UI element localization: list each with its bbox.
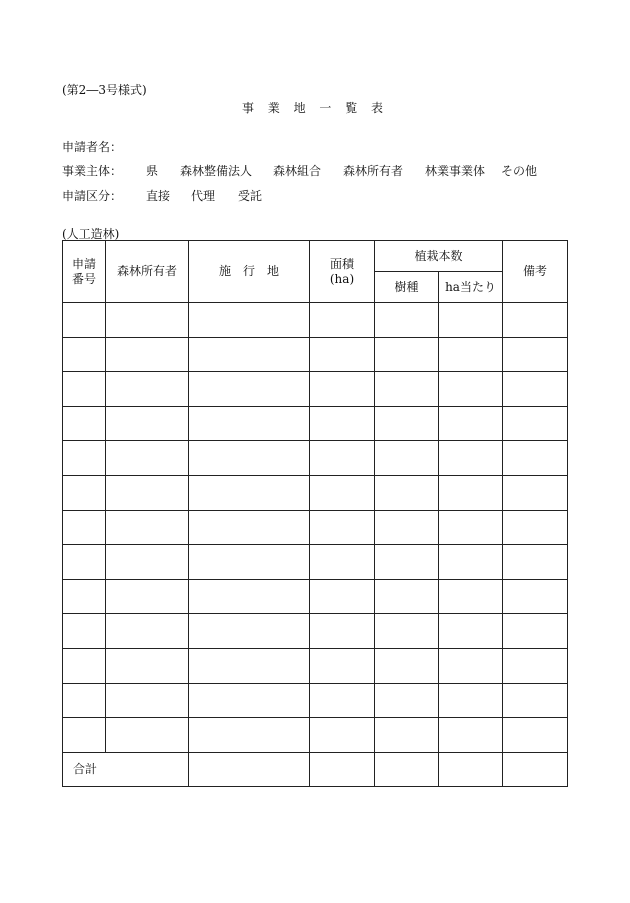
cell-per-ha[interactable] bbox=[439, 545, 503, 580]
cell-application-number[interactable] bbox=[63, 475, 106, 510]
table-row bbox=[63, 303, 568, 338]
table-row bbox=[63, 337, 568, 372]
cell-forest-owner[interactable] bbox=[106, 475, 189, 510]
cell-forest-owner[interactable] bbox=[106, 718, 189, 753]
cell-remarks[interactable] bbox=[503, 545, 568, 580]
cell-per-ha[interactable] bbox=[439, 614, 503, 649]
cell-forest-owner[interactable] bbox=[106, 510, 189, 545]
cell-location[interactable] bbox=[189, 545, 310, 580]
cell-per-ha[interactable] bbox=[439, 303, 503, 338]
cell-application-number[interactable] bbox=[63, 303, 106, 338]
cell-area[interactable] bbox=[310, 579, 375, 614]
entity-option-forestry-business: 林業事業体 bbox=[425, 164, 486, 178]
category-option-direct: 直接 bbox=[146, 189, 171, 203]
cell-per-ha[interactable] bbox=[439, 337, 503, 372]
section-label: (人工造林) bbox=[62, 227, 120, 241]
header-location: 施 行 地 bbox=[189, 241, 310, 303]
cell-application-number[interactable] bbox=[63, 718, 106, 753]
entity-option-forest-union: 森林組合 bbox=[273, 164, 322, 178]
cell-species[interactable] bbox=[375, 510, 439, 545]
header-species: 樹種 bbox=[375, 272, 439, 303]
cell-location[interactable] bbox=[189, 614, 310, 649]
cell-remarks[interactable] bbox=[503, 303, 568, 338]
cell-application-number[interactable] bbox=[63, 648, 106, 683]
cell-forest-owner[interactable] bbox=[106, 372, 189, 407]
total-species[interactable] bbox=[375, 752, 439, 786]
cell-forest-owner[interactable] bbox=[106, 303, 189, 338]
cell-remarks[interactable] bbox=[503, 406, 568, 441]
cell-remarks[interactable] bbox=[503, 579, 568, 614]
header-area bbox=[310, 241, 375, 303]
cell-species[interactable] bbox=[375, 475, 439, 510]
table-row bbox=[63, 648, 568, 683]
header-planting-count: 植栽本数 bbox=[375, 241, 503, 272]
header-area-line2: (ha) bbox=[329, 271, 355, 286]
cell-area[interactable] bbox=[310, 718, 375, 753]
header-per-ha: ha当たり bbox=[439, 272, 503, 303]
header-forest-owner: 森林所有者 bbox=[106, 241, 189, 303]
applicant-name-label: 申請者名： bbox=[62, 140, 123, 154]
cell-area[interactable] bbox=[310, 510, 375, 545]
cell-forest-owner[interactable] bbox=[106, 337, 189, 372]
cell-application-number[interactable] bbox=[63, 337, 106, 372]
cell-area[interactable] bbox=[310, 648, 375, 683]
total-remarks[interactable] bbox=[503, 752, 568, 786]
header-remarks: 備考 bbox=[503, 241, 568, 303]
entity-option-forest-owner: 森林所有者 bbox=[343, 164, 404, 178]
table-row bbox=[63, 441, 568, 476]
header-application-number-line1: 申請 bbox=[71, 256, 96, 271]
cell-remarks[interactable] bbox=[503, 683, 568, 718]
total-location[interactable] bbox=[189, 752, 310, 786]
cell-per-ha[interactable] bbox=[439, 441, 503, 476]
header-application-number-line2: 番号 bbox=[71, 271, 96, 286]
entity-option-prefecture: 県 bbox=[146, 164, 159, 178]
cell-location[interactable] bbox=[189, 510, 310, 545]
entity-option-forest-corp: 森林整備法人 bbox=[180, 164, 253, 178]
cell-species[interactable] bbox=[375, 303, 439, 338]
table-row bbox=[63, 545, 568, 580]
cell-species[interactable] bbox=[375, 372, 439, 407]
cell-area[interactable] bbox=[310, 545, 375, 580]
cell-forest-owner[interactable] bbox=[106, 441, 189, 476]
table-row bbox=[63, 510, 568, 545]
cell-location[interactable] bbox=[189, 683, 310, 718]
cell-application-number[interactable] bbox=[63, 614, 106, 649]
cell-species[interactable] bbox=[375, 406, 439, 441]
cell-species[interactable] bbox=[375, 579, 439, 614]
cell-area[interactable] bbox=[310, 614, 375, 649]
cell-location[interactable] bbox=[189, 718, 310, 753]
cell-species[interactable] bbox=[375, 545, 439, 580]
table-row bbox=[63, 579, 568, 614]
total-label-cell: 合計 bbox=[63, 752, 189, 786]
cell-location[interactable] bbox=[189, 475, 310, 510]
total-area[interactable] bbox=[310, 752, 375, 786]
cell-species[interactable] bbox=[375, 718, 439, 753]
cell-per-ha[interactable] bbox=[439, 579, 503, 614]
cell-area[interactable] bbox=[310, 683, 375, 718]
business-entity-label: 事業主体： bbox=[62, 164, 123, 178]
table-row bbox=[63, 614, 568, 649]
cell-area[interactable] bbox=[310, 441, 375, 476]
cell-species[interactable] bbox=[375, 337, 439, 372]
entity-option-other: その他 bbox=[501, 164, 538, 178]
cell-location[interactable] bbox=[189, 372, 310, 407]
cell-application-number[interactable] bbox=[63, 545, 106, 580]
cell-forest-owner[interactable] bbox=[106, 579, 189, 614]
category-option-entrusted: 受託 bbox=[238, 189, 263, 203]
cell-per-ha[interactable] bbox=[439, 406, 503, 441]
document-title: 事 業 地 一 覧 表 bbox=[241, 101, 389, 115]
cell-remarks[interactable] bbox=[503, 337, 568, 372]
cell-per-ha[interactable] bbox=[439, 683, 503, 718]
table-row bbox=[63, 406, 568, 441]
cell-location[interactable] bbox=[189, 648, 310, 683]
cell-per-ha[interactable] bbox=[439, 372, 503, 407]
cell-remarks[interactable] bbox=[503, 510, 568, 545]
category-option-proxy: 代理 bbox=[191, 189, 216, 203]
cell-forest-owner[interactable] bbox=[106, 406, 189, 441]
cell-application-number[interactable] bbox=[63, 683, 106, 718]
cell-location[interactable] bbox=[189, 441, 310, 476]
cell-area[interactable] bbox=[310, 475, 375, 510]
cell-application-number[interactable] bbox=[63, 510, 106, 545]
header-application-number bbox=[63, 241, 106, 303]
table-row bbox=[63, 718, 568, 753]
cell-forest-owner[interactable] bbox=[106, 648, 189, 683]
cell-forest-owner[interactable] bbox=[106, 614, 189, 649]
cell-remarks[interactable] bbox=[503, 441, 568, 476]
cell-application-number[interactable] bbox=[63, 579, 106, 614]
cell-remarks[interactable] bbox=[503, 648, 568, 683]
table-body bbox=[63, 303, 568, 787]
cell-forest-owner[interactable] bbox=[106, 683, 189, 718]
cell-area[interactable] bbox=[310, 303, 375, 338]
cell-forest-owner[interactable] bbox=[106, 545, 189, 580]
cell-species[interactable] bbox=[375, 648, 439, 683]
cell-species[interactable] bbox=[375, 614, 439, 649]
cell-location[interactable] bbox=[189, 337, 310, 372]
cell-location[interactable] bbox=[189, 579, 310, 614]
cell-per-ha[interactable] bbox=[439, 718, 503, 753]
total-per-ha[interactable] bbox=[439, 752, 503, 786]
cell-application-number[interactable] bbox=[63, 441, 106, 476]
cell-application-number[interactable] bbox=[63, 406, 106, 441]
cell-area[interactable] bbox=[310, 406, 375, 441]
total-row bbox=[63, 752, 568, 786]
cell-per-ha[interactable] bbox=[439, 648, 503, 683]
cell-location[interactable] bbox=[189, 303, 310, 338]
cell-location[interactable] bbox=[189, 406, 310, 441]
form-number: (第2―3号様式) bbox=[62, 83, 147, 97]
site-list-table bbox=[62, 240, 568, 787]
cell-per-ha[interactable] bbox=[439, 510, 503, 545]
cell-species[interactable] bbox=[375, 441, 439, 476]
table-row bbox=[63, 475, 568, 510]
cell-area[interactable] bbox=[310, 337, 375, 372]
cell-application-number[interactable] bbox=[63, 372, 106, 407]
cell-remarks[interactable] bbox=[503, 372, 568, 407]
cell-area[interactable] bbox=[310, 372, 375, 407]
table-row bbox=[63, 683, 568, 718]
cell-remarks[interactable] bbox=[503, 718, 568, 753]
table-row bbox=[63, 372, 568, 407]
cell-remarks[interactable] bbox=[503, 614, 568, 649]
cell-per-ha[interactable] bbox=[439, 475, 503, 510]
application-category-label: 申請区分： bbox=[62, 189, 123, 203]
header-area-line1: 面積 bbox=[329, 256, 354, 271]
cell-species[interactable] bbox=[375, 683, 439, 718]
cell-remarks[interactable] bbox=[503, 475, 568, 510]
